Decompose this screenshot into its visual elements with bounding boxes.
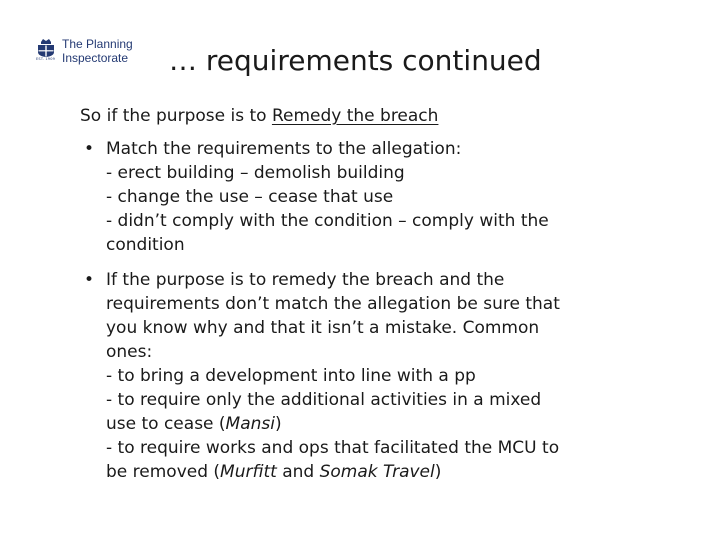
bullet-marker: • (84, 139, 95, 159)
text-run: use to cease ( (106, 414, 226, 434)
bullet-line: ones: (106, 342, 153, 362)
case-name-somak-travel: Somak Travel (319, 462, 435, 482)
bullet-line-mansi (106, 412, 702, 436)
bullet-line: requirements don’t match the allegation be sure that (106, 294, 560, 314)
bullet-line: - change the use – cease that use (106, 187, 394, 207)
bullet-list (82, 137, 702, 484)
bullet-line: - didn’t comply with the condition – comply with the (106, 211, 549, 231)
bullet-remedy-breach (82, 268, 702, 484)
logo-line-2: Inspectorate (62, 51, 129, 65)
text-run: and (276, 462, 320, 482)
bullet-line: - to bring a development into line with a pp (106, 366, 476, 386)
logo-wordmark (62, 37, 133, 65)
bullet-line: If the purpose is to remedy the breach and the (106, 270, 505, 290)
text-run: ) (275, 414, 282, 434)
bullet-line: - to require only the additional activities in a mixed (106, 390, 542, 410)
slide-title: … requirements continued (169, 44, 542, 77)
bullet-line-cases (106, 460, 702, 484)
bullet-marker: • (84, 270, 95, 290)
bullet-line: - erect building – demolish building (106, 163, 405, 183)
bullet-line: you know why and that it isn’t a mistake. Common (106, 318, 540, 338)
case-name-mansi: Mansi (225, 414, 275, 434)
case-name-murfitt: Murfitt (220, 462, 277, 482)
logo-line-1: The Planning (62, 37, 133, 51)
logo-established-text: EST. 1909 (36, 57, 56, 61)
text-run: ) (434, 462, 442, 482)
remedy-breach-underlined: Remedy the breach (271, 106, 439, 126)
bullet-line: - to require works and ops that facilitated the MCU to (106, 438, 560, 458)
text-run: be removed ( (106, 462, 221, 482)
intro-prefix: So if the purpose is to (80, 106, 272, 126)
bullet-line: Match the requirements to the allegation: (106, 139, 462, 159)
bullet-line: condition (106, 235, 185, 255)
intro-text (80, 104, 438, 128)
bullet-match-requirements (82, 137, 702, 257)
planning-inspectorate-logo (35, 37, 150, 67)
